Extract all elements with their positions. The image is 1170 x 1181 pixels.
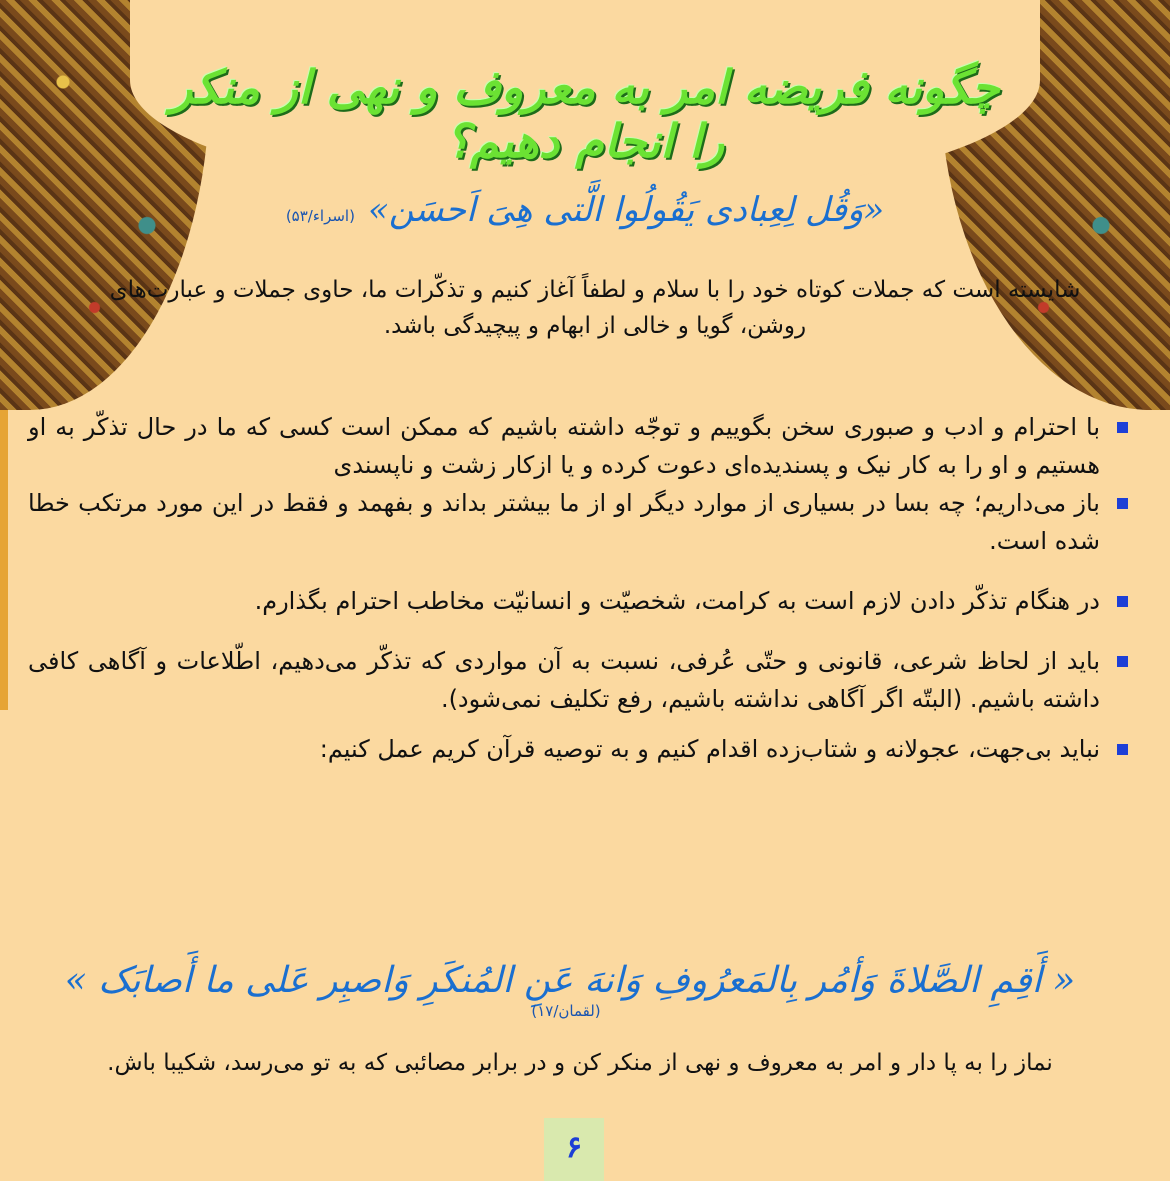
list-item: در هنگام تذکّر دادن لازم است به کرامت، شخصیّت و انسانیّت مخاطب احترام بگذارم.	[28, 582, 1128, 620]
verse-text: «وَقُل لِعِبادی یَقُولُوا الَّتی هِیَ اَحسَن»	[368, 190, 885, 230]
bullet-square-icon	[1117, 498, 1128, 509]
verse2-reference: (لقمان/۱۷)	[531, 1002, 601, 1020]
bullet-square-icon	[1117, 596, 1128, 607]
intro-paragraph: شایسته است که جملات کوتاه خود را با سلام و لطفاً آغاز کنیم و تذکّرات ما، حاوی جملات و عبارت‌های روشن، گویا و خالی از ابهام و پیچیدگی باشد.	[109, 277, 1081, 339]
list-item: باید از لحاظ شرعی، قانونی و حتّی عُرفی، نسبت به آن مواردی که تذکّر می‌دهیم، اطّلاعات و آگاهی کافی داشته باشیم. (البتّه اگر آگاهی نداشته باشیم، رفع تکلیف نمی‌شود).	[28, 642, 1128, 718]
guideline-list	[28, 408, 1128, 768]
bullet-square-icon	[1117, 744, 1128, 755]
page-number: ۶	[544, 1118, 604, 1181]
quran-verse	[250, 190, 920, 230]
verse-translation: نماز را به پا دار و امر به معروف و نهی از منکر کن و در برابر مصائبی که به تو می‌رسد، شکیبا باش.	[107, 1050, 1053, 1076]
verse2-text: « أَقِمِ الصَّلاةَ وَأمُر بِالمَعرُوفِ وَانهَ عَنِ المُنکَرِ وَاصبِر عَلی ما أَصابَک »	[64, 960, 1076, 1001]
list-item: باز می‌داریم؛ چه بسا در بسیاری از موارد دیگر او از ما بیشتر بداند و بفهمد و فقط در این مورد مرتکب خطا شده است.	[28, 484, 1128, 560]
quran-verse-2	[60, 960, 1080, 1020]
bullet-square-icon	[1117, 656, 1128, 667]
bullet-square-icon	[1117, 422, 1128, 433]
verse-reference: (اسراء/۵۳)	[285, 207, 355, 225]
left-border-band	[0, 410, 8, 710]
list-item: با احترام و ادب و صبوری سخن بگوییم و توجّه داشته باشیم که ممکن است کسی که ما در حال تذکّر به او هستیم و او را به کار نیک و پسندیده‌ای دعوت کرده و یا ازکار زشت و ناپسندی	[28, 408, 1128, 484]
list-item: نباید بی‌جهت، عجولانه و شتاب‌زده اقدام کنیم و به توصیه قرآن کریم عمل کنیم:	[28, 730, 1128, 768]
page-title: چگونه فریضه امر به معروف و نهی از منکر را انجام دهیم؟	[170, 60, 1000, 168]
